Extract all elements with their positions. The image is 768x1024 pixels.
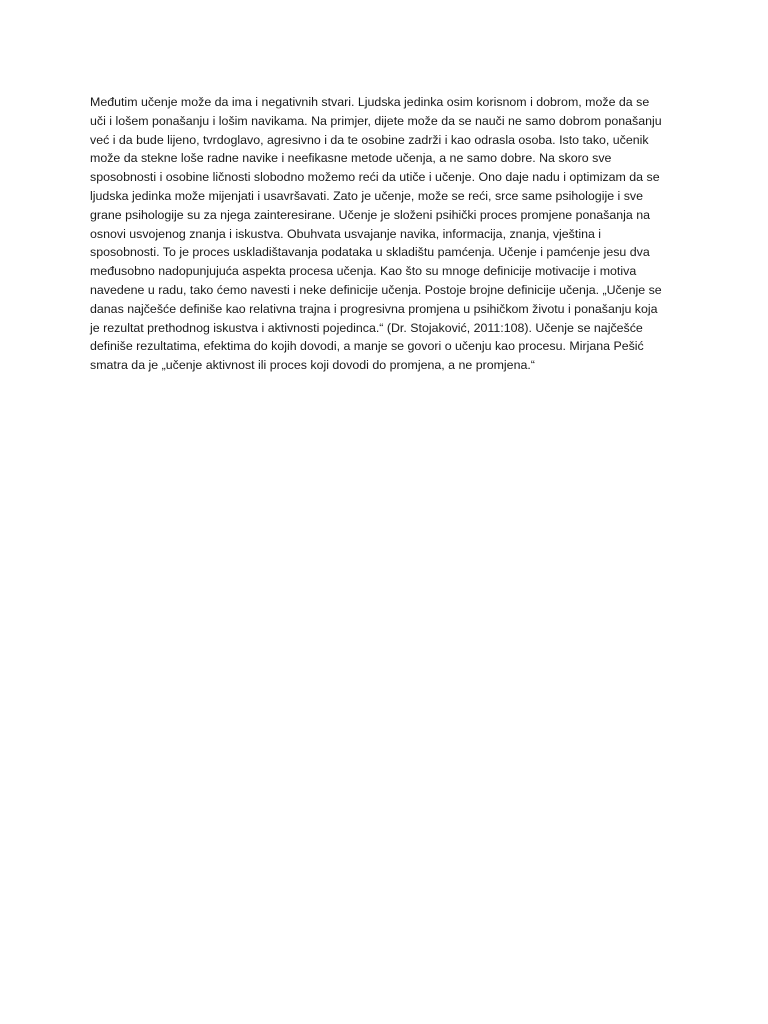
paragraph-line: ljudska jedinka može mijenjati i usavršavati. Zato je učenje, može se reći, srce same psihologije i sve [90,188,644,203]
paragraph-line: već i da bude lijeno, tvrdoglavo, agresivno i da te osobine zadrži i kao odrasla osoba. Isto tako, učenik [90,132,649,147]
paragraph-line: je rezultat prethodnog iskustva i aktivnosti pojedinca.“ (Dr. Stojaković, 2011:108). Učenje se najčešće [90,320,643,335]
paragraph-line: navedene u radu, tako ćemo navesti i neke definicije učenja. Postoje brojne definicije učenja. „Učenje se [90,282,662,297]
paragraph-line: osnovi usvojenog znanja i iskustva. Obuhvata usvajanje navika, informacija, znanja, vještina i [90,226,602,241]
paragraph-line: međusobno nadopunjujuća aspekta procesa učenja. Kao što su mnoge definicije motivacije i motiva [90,264,637,279]
paragraph-line: može da stekne loše radne navike i neefikasne metode učenja, a ne samo dobre. Na skoro sve [90,151,612,166]
paragraph-line: sposobnosti i osobine ličnosti slobodno možemo reći da utiče i učenje. Ono daje nadu i optimizam da se [90,170,660,185]
paragraph-line: sposobnosti. To je proces uskladištavanja podataka u skladištu pamćenja. Učenje i pamćenje jesu dva [90,245,650,260]
paragraph-line: smatra da je „učenje aktivnost ili proces koji dovodi do promjena, a ne promjena.“ [90,358,535,373]
paragraph-line: definiše rezultatima, efektima do kojih dovodi, a manje se govori o učenju kao procesu. Mirjana Pešić [90,339,644,354]
body-paragraph [90,93,690,375]
paragraph-line: grane psihologije su za njega zainteresirane. Učenje je složeni psihički proces promjene ponašanja na [90,207,650,222]
paragraph-line: danas najčešće definiše kao relativna trajna i progresivna promjena u psihičkom životu i ponašanju koja [90,301,658,316]
paragraph-line: uči i lošem ponašanju i lošim navikama. Na primjer, dijete može da se nauči ne samo dobrom ponašanju [90,113,662,128]
paragraph-line: Međutim učenje može da ima i negativnih stvari. Ljudska jedinka osim korisnom i dobrom, može da se [90,95,650,109]
